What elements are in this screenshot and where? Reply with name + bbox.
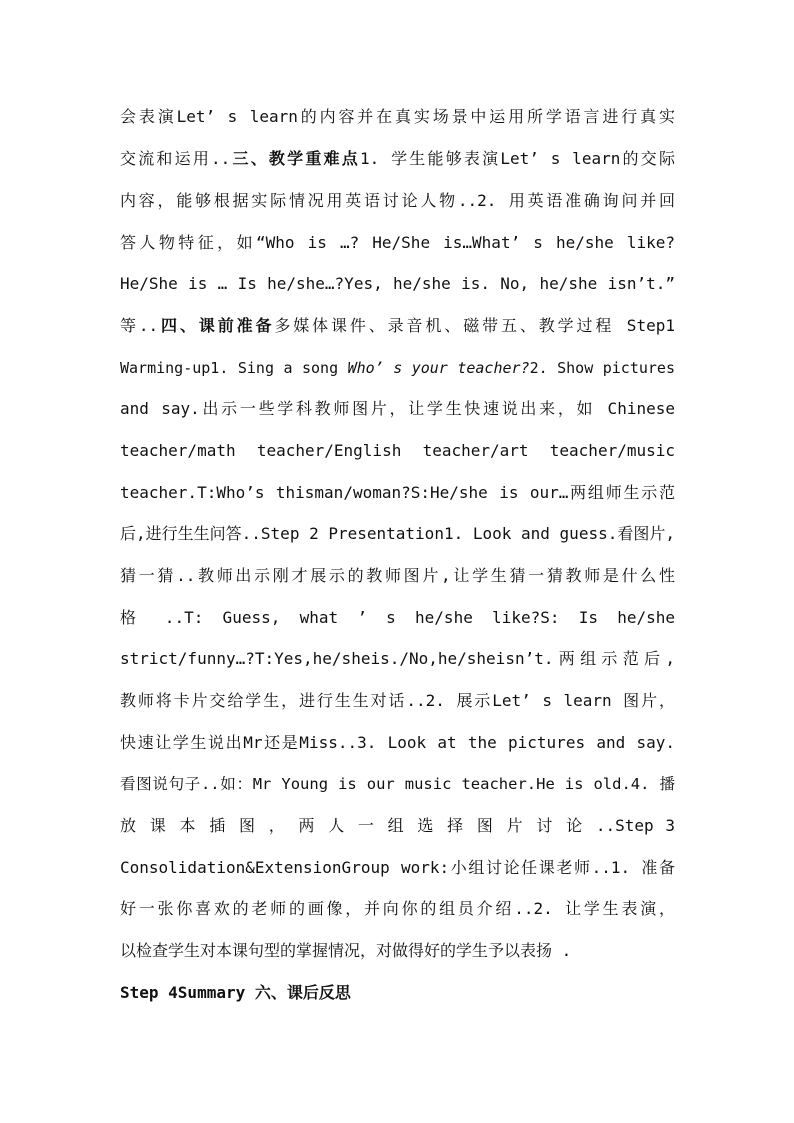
- text-line: [120, 686, 675, 716]
- text-span: teacher.T:Who’s thisman/woman?S:He/she is our…两组师生示范: [120, 483, 675, 502]
- text-span: 多媒体课件、录音机、磁带五、教学过程 Step1: [274, 316, 675, 335]
- text-span: 看图说句子..如：Mr Young is our music teacher.He is old.4. 播: [120, 775, 675, 793]
- text-span: 等..: [120, 316, 159, 335]
- text-line: [120, 769, 675, 799]
- text-line: [120, 519, 675, 549]
- section-heading: 三、教学重难点: [230, 149, 360, 168]
- text-span: 2. Show pictures: [529, 359, 675, 377]
- text-span: 放 课 本 插 图 ， 两 人 一 组 选 择 图 片 讨 论 ..Step 3: [120, 816, 675, 835]
- text-span: 格 ..T: Guess, what ’ s he/she like?S: Is he/she: [120, 608, 675, 627]
- text-line: [120, 853, 675, 883]
- text-line: [120, 728, 675, 758]
- text-span: 会表演Let’ s learn的内容并在真实场景中运用所学语言进行真实: [120, 107, 675, 126]
- text-line: [120, 228, 675, 258]
- text-span: teacher/math teacher/English teacher/art teacher/music: [120, 441, 675, 460]
- text-line: [120, 811, 675, 841]
- text-line: [120, 936, 675, 966]
- text-span: 以检查学生对本课句型的掌握情况，对做得好的学生予以表扬 .: [120, 941, 572, 960]
- text-line: [120, 478, 675, 508]
- text-line: [120, 144, 675, 174]
- song-title: Who’ s your teacher?: [347, 359, 530, 377]
- text-span: 好一张你喜欢的老师的画像，并向你的组员介绍..2. 让学生表演，: [120, 899, 675, 918]
- text-line: [120, 394, 675, 424]
- text-span: 快速让学生说出Mr还是Miss..3. Look at the pictures and say.: [120, 733, 675, 752]
- text-span: 内容，能够根据实际情况用英语讨论人物..2. 用英语准确询问并回: [120, 191, 675, 210]
- text-span: Consolidation&ExtensionGroup work:小组讨论任课老师..1. 准备: [120, 858, 675, 877]
- text-line: [120, 978, 675, 1008]
- text-line: [120, 436, 675, 466]
- text-span: 猜一猜..教师出示刚才展示的教师图片,让学生猜一猜教师是什么性: [120, 566, 675, 585]
- text-span: and say.出示一些学科教师图片，让学生快速说出来，如 Chinese: [120, 399, 675, 418]
- text-line: [120, 894, 675, 924]
- text-span: 1. 学生能够表演Let’ s learn的交际: [359, 149, 675, 168]
- text-line: [120, 561, 675, 591]
- text-span: 教师将卡片交给学生，进行生生对话..2. 展示Let’ s learn 图片，: [120, 691, 675, 710]
- text-line: [120, 269, 675, 299]
- text-line: [120, 603, 675, 633]
- text-line: [120, 102, 675, 132]
- text-span: 后,进行生生问答..Step 2 Presentation1. Look and guess.看图片,: [120, 524, 675, 543]
- text-span: Warming-up1. Sing a song: [120, 359, 348, 377]
- section-heading: 四、课前准备: [158, 316, 275, 335]
- section-heading: Step 4Summary 六、课后反思: [120, 983, 351, 1002]
- text-span: 答人物特征，如“Who is …? He/She is…What’ s he/she like?: [120, 233, 675, 252]
- text-span: 交流和运用..: [120, 149, 231, 168]
- text-span: strict/funny…?T:Yes,he/sheis./No,he/sheisn’t.两组示范后,: [120, 649, 675, 668]
- text-line: [120, 311, 675, 341]
- text-line: [120, 644, 675, 674]
- text-line: [120, 353, 675, 383]
- text-line: [120, 186, 675, 216]
- text-span: He/She is … Is he/she…?Yes, he/she is. No, he/she isn’t.”: [120, 274, 675, 293]
